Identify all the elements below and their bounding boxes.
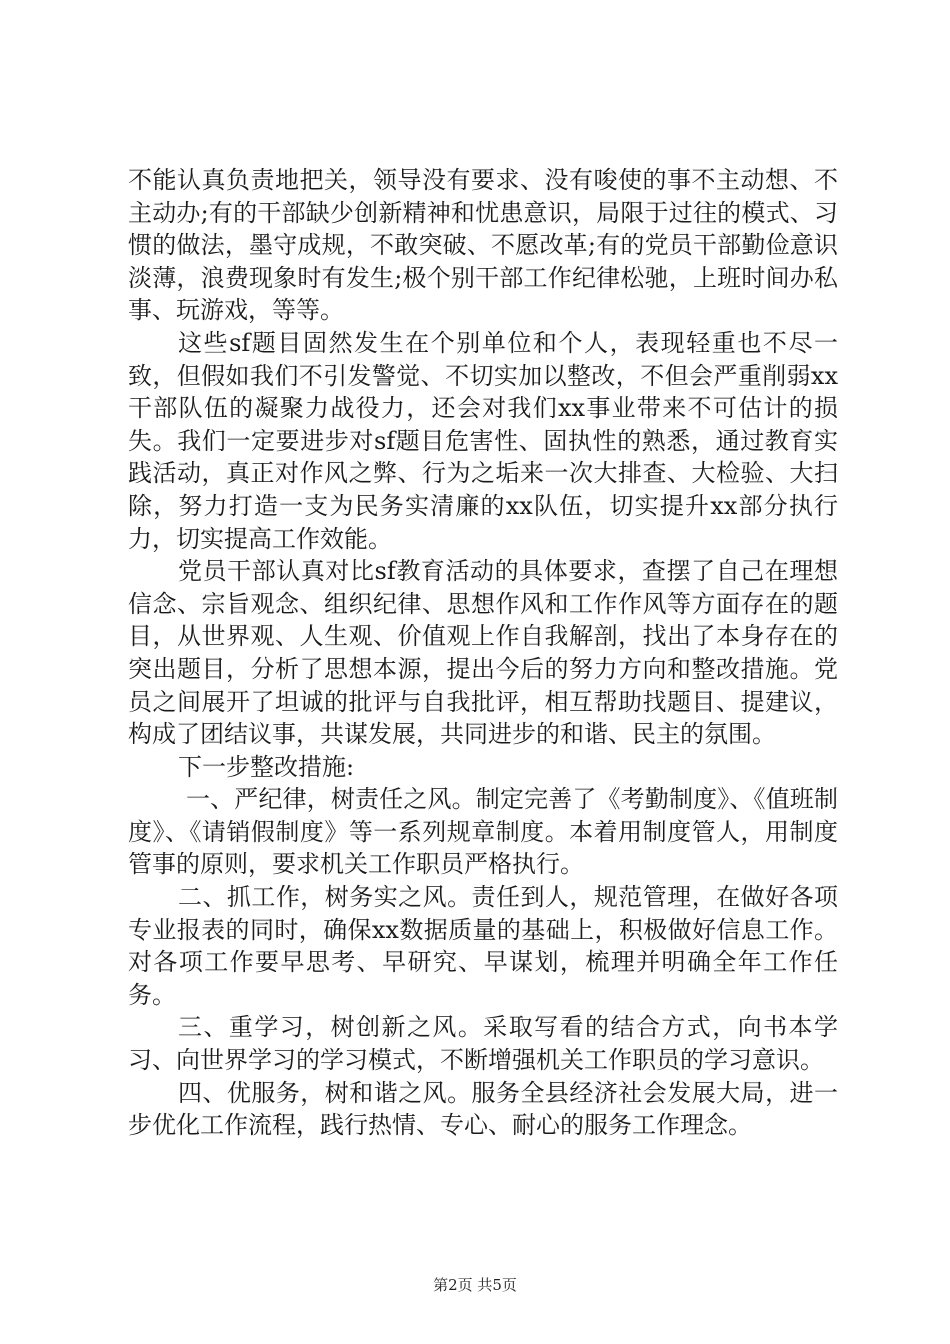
paragraph-continuation: 不能认真负责地把关，领导没有要求、没有唆使的事不主动想、不主动办;有的干部缺少创新精神和忧患意识，局限于过往的模式、习惯的做法，墨守成规，不敢突破、不愿改革;有的党员干部勤俭意识淡薄，浪费现象时有发生;极个别干部工作纪律松驰，上班时间办私事、玩游戏，等等。: [128, 166, 838, 325]
paragraph-measure-discipline: 一、严纪律，树责任之风。制定完善了《考勤制度》、《值班制度》、《请销假制度》等一系列规章制度。本着用制度管人，用制度管事的原则，要求机关工作职员严格执行。: [128, 785, 838, 879]
page-number-footer: 第2页 共5页: [433, 1276, 517, 1294]
paragraph-next-steps-heading: 下一步整改措施:: [178, 752, 355, 781]
paragraph-issues-impact: 这些sf题目固然发生在个别单位和个人，表现轻重也不尽一致，但假如我们不引发警觉、不切实加以整改，不但会严重削弱xx干部队伍的凝聚力战役力，还会对我们xx事业带来不可估计的损失。我们一定要进步对sf题目危害性、固执性的熟悉，通过教育实践活动，真正对作风之弊、行为之垢来一次大排查、大检验、大扫除，努力打造一支为民务实清廉的xx队伍，切实提升xx部分执行力，切实提高工作效能。: [128, 328, 838, 553]
paragraph-self-review: 党员干部认真对比sf教育活动的具体要求，查摆了自己在理想信念、宗旨观念、组织纪律、思想作风和工作作风等方面存在的题目，从世界观、人生观、价值观上作自我解剖，找出了本身存在的突出题目，分析了思想本源，提出今后的努力方向和整改措施。党员之间展开了坦诚的批评与自我批评，相互帮助找题目、提建议，构成了团结议事，共谋发展，共同进步的和谐、民主的氛围。: [128, 557, 838, 749]
paragraph-measure-service: 四、优服务，树和谐之风。服务全县经济社会发展大局，进一步优化工作流程，践行热情、专心、耐心的服务工作理念。: [128, 1078, 838, 1140]
paragraph-measure-work: 二、抓工作，树务实之风。责任到人，规范管理，在做好各项专业报表的同时，确保xx数据质量的基础上，积极做好信息工作。对各项工作要早思考、早研究、早谋划，梳理并明确全年工作任务。: [128, 883, 838, 1009]
document-body: [128, 164, 838, 1142]
paragraph-measure-learning: 三、重学习，树创新之风。采取写看的结合方式，向书本学习、向世界学习的学习模式，不断增强机关工作职员的学习意识。: [128, 1013, 838, 1075]
